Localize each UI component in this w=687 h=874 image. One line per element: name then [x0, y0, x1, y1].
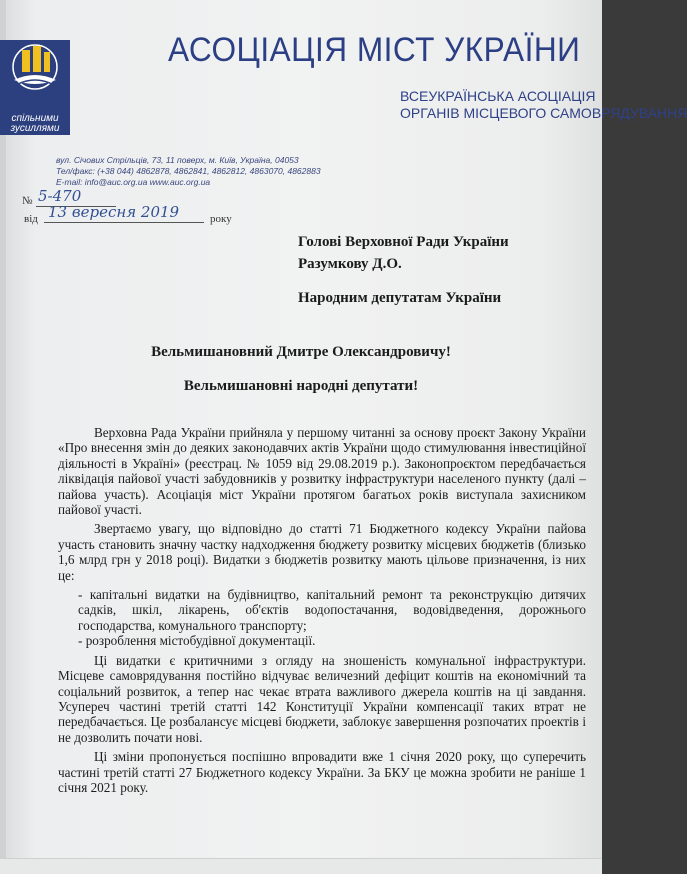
paragraph-1: Верховна Рада України прийняла у першому читанні за основу проєкт Закону України «Про внесення змін до деяких законодавчих актів України щодо стимулювання інвестиційної діяльності в Україні» (реєстрац. № 1059 від 29.08.2019 р.). Законопроєктом передбачається ліквідація пайової участі забудовників у розвитку інфраструктури населеного пункту (далі – пайова участь). Асоціація міст України протягом багатьох років виступала захисником пайової участі. [58, 425, 586, 518]
contact-address: вул. Січових Стрільців, 73, 11 поверх, м. Київ, Україна, 04053 [56, 155, 299, 165]
addressee-line-3: Народним депутатам України [298, 290, 502, 306]
reg-date-prefix: від [24, 213, 38, 225]
logo-caption [2, 114, 68, 134]
org-subtitle-line-1: ВСЕУКРАЇНСЬКА АСОЦІАЦІЯ [400, 88, 596, 104]
org-name: АСОЦІАЦІЯ МІСТ УКРАЇНИ [168, 31, 581, 69]
reg-number-prefix: № [22, 195, 33, 207]
contact-email: E-mail: info@auc.org.ua www.auc.org.ua [56, 177, 211, 187]
paragraph-4: Ці зміни пропонується поспішно впровадити вже 1 січня 2020 року, що суперечить частині третій статті 27 Бюджетного кодексу України. За БКУ це можна зробити не раніше 1 січня 2021 року. [58, 749, 586, 795]
addressee-line-2: Разумкову Д.О. [298, 256, 402, 272]
org-subtitle [400, 88, 687, 122]
letter-body [58, 425, 586, 799]
logo-caption-line-1: спільними [11, 113, 59, 124]
contact-phones: Тел/факс: (+38 044) 4862878, 4862841, 4862812, 4863070, 4862883 [56, 166, 321, 176]
addressee-line-1: Голові Верховної Ради України [298, 234, 509, 250]
org-subtitle-line-2: ОРГАНІВ МІСЦЕВОГО САМОВРЯДУВАННЯ [400, 105, 687, 121]
contact-block [56, 155, 321, 188]
paragraph-3: Ці видатки є критичними з огляду на зношеність комунальної інфраструктури. Місцеве самоврядування постійно відчуває величезний дефіцит коштів на економічний та соціальний розвиток, а тепер нас чекає втрата важливого джерела коштів на ці завдання. Усупереч частині третій статті 142 Конституції України компенсації таких втрат не передбачається. Це розбалансує місцеві бюджети, заблокує завершення розпочатих проектів і не дозволить почати нові. [58, 652, 586, 745]
reg-date-suffix: року [210, 213, 232, 225]
logo-caption-line-2: зусиллями [10, 123, 60, 134]
list-item-2: - розроблення містобудівної документації. [78, 633, 316, 649]
reg-number: 5-470 [38, 187, 82, 205]
salutation-speaker: Вельмишановний Дмитре Олександровичу! [151, 344, 451, 360]
association-logo [0, 40, 70, 135]
reg-date-line [44, 222, 204, 223]
paragraph-2: Звертаємо увагу, що відповідно до статті 71 Бюджетного кодексу України пайова участь становить значну частку надходження бюджету розвитку місцевих бюджетів (близько 1,6 млрд грн у 2018 році). Видатки з бюджетів розвитку мають цільове призначення, із них це: [58, 521, 586, 583]
reg-date: 13 вересня 2019 [48, 203, 180, 221]
list-item-1: - капітальні видатки на будівництво, капітальний ремонт та реконструкцію дитячих садків, шкіл, лікарень, об'єктів водопостачання, водовідведення, дорожнього господарства, комунального транспорту; [78, 587, 586, 633]
page-bottom-edge [0, 858, 602, 874]
logo-emblem-icon [0, 40, 70, 115]
salutation-deputies: Вельмишановні народні депутати! [183, 378, 419, 394]
